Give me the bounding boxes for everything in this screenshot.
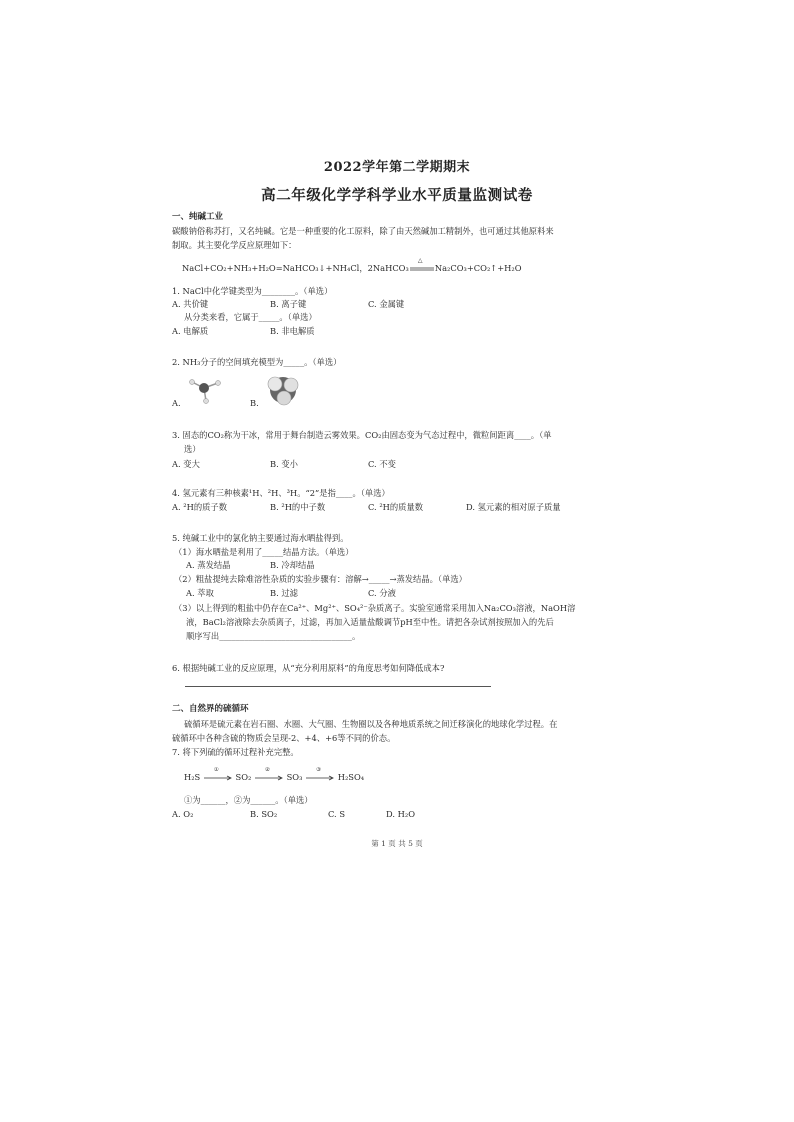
exam-subtitle: 高二年级化学学科学业水平质量监测试卷 xyxy=(261,187,533,204)
q5-1-option-b[interactable]: B. 冷却结晶 xyxy=(270,560,315,570)
chain-so3: SO₃ xyxy=(286,772,303,782)
section2-heading: 二、自然界的硫循环 xyxy=(172,704,249,714)
chain-h2so4: H₂SO₄ xyxy=(337,772,365,782)
q5-1-option-a[interactable]: A. 蒸发结晶 xyxy=(186,560,231,570)
chain-arrow-1 xyxy=(203,767,233,783)
heat-symbol: △ xyxy=(417,257,423,264)
q7-option-a[interactable]: A. O₂ xyxy=(172,809,194,819)
question-5-3-line1: （3）以上得到的粗盐中仍存在Ca²⁺、Mg²⁺、SO₄²⁻杂质离子。实验室通常采用加入Na₂CO₃溶液，NaOH溶 xyxy=(174,603,576,613)
q4-option-a[interactable]: A. ²H的质子数 xyxy=(172,502,228,512)
question-5-3-line3: 顺序写出________________________________。 xyxy=(186,631,361,641)
sulfur-chain xyxy=(184,767,365,783)
exam-title: 2022学年第二学期期末 xyxy=(323,160,471,175)
question-7: 7. 将下列硫的循环过程补充完整。 xyxy=(172,747,299,757)
q3-option-b[interactable]: B. 变小 xyxy=(270,459,298,469)
question-1: 1. NaCl中化学键类型为________。（单选） xyxy=(172,286,333,296)
q1-option-c[interactable]: C. 金属键 xyxy=(368,299,405,309)
reaction-formula xyxy=(182,257,522,274)
ball-stick-model-icon xyxy=(184,373,226,405)
question-7-ask: ①为______，②为______。（单选） xyxy=(184,795,313,805)
q1-option-a[interactable]: A. 共价键 xyxy=(172,299,209,309)
section2-intro-line2: 硫循环中各种含硫的物质会呈现-2、+4、+6等不同的价态。 xyxy=(172,733,396,743)
space-filling-model-icon xyxy=(262,372,304,408)
q2-option-a[interactable]: A. xyxy=(172,398,181,408)
right-arrow-icon xyxy=(254,772,284,783)
formula-left: NaCl+CO₂+NH₃+H₂O=NaHCO₃↓+NH₄Cl，2NaHCO₃ xyxy=(182,263,409,273)
mark-1: ① xyxy=(213,767,219,773)
chain-so2: SO₂ xyxy=(235,772,252,782)
q1b-option-a[interactable]: A. 电解质 xyxy=(172,326,209,336)
q1b-option-b[interactable]: B. 非电解质 xyxy=(270,326,315,336)
question-2: 2. NH₃分子的空间填充模型为_____。（单选） xyxy=(172,357,342,367)
mark-2: ② xyxy=(264,767,270,773)
q3-option-c[interactable]: C. 不变 xyxy=(368,459,396,469)
question-5-2: （2）粗盐提纯去除难溶性杂质的实验步骤有：溶解→_____→蒸发结晶。（单选） xyxy=(174,574,467,584)
equals-arrow-icon xyxy=(409,263,435,274)
q4-option-c[interactable]: C. ²H的质量数 xyxy=(368,502,424,512)
question-5-3-line2: 液，BaCl₂溶液除去杂质离子，过滤，再加入适量盐酸调节pH至中性。请把各杂试剂按照加入的先后 xyxy=(186,617,554,627)
question-6: 6. 根据纯碱工业的反应原理，从“充分利用原料”的角度思考如何降低成本? xyxy=(172,663,445,673)
right-arrow-icon xyxy=(305,772,335,783)
chain-arrow-3 xyxy=(305,767,335,783)
section1-heading: 一、纯碱工业 xyxy=(172,212,224,222)
formula-right: Na₂CO₃+CO₂↑+H₂O xyxy=(434,263,522,273)
right-arrow-icon xyxy=(203,772,233,783)
q5-2-option-b[interactable]: B. 过滤 xyxy=(270,588,298,598)
q4-option-b[interactable]: B. ²H的中子数 xyxy=(270,502,326,512)
q1-option-b[interactable]: B. 离子键 xyxy=(270,299,307,309)
q5-2-option-a[interactable]: A. 萃取 xyxy=(186,588,214,598)
q7-option-c[interactable]: C. S xyxy=(328,809,346,819)
section1-intro-line1: 碳酸钠俗称苏打，又名纯碱。它是一种重要的化工原料，除了由天然碱加工精制外，也可通过其他原料来 xyxy=(172,226,554,236)
q7-option-d[interactable]: D. H₂O xyxy=(386,809,415,819)
question-4: 4. 氢元素有三种核素¹H、²H、³H。“2”是指____。（单选） xyxy=(172,488,390,498)
question-1b: 从分类来看，它属于_____。（单选） xyxy=(184,312,317,322)
question-3-line2: 选） xyxy=(184,444,201,454)
chain-arrow-2 xyxy=(254,767,284,783)
chain-h2s: H₂S xyxy=(184,772,201,782)
section2-intro-line1: 硫循环是硫元素在岩石圈、水圈、大气圈、生物圈以及各种地质系统之间迁移演化的地球化学过程。在 xyxy=(184,719,558,729)
q3-option-a[interactable]: A. 变大 xyxy=(172,459,200,469)
question-5: 5. 纯碱工业中的氯化钠主要通过海水晒盐得到。 xyxy=(172,533,349,543)
question-3-line1: 3. 固态的CO₂称为干冰，常用于舞台制造云雾效果。CO₂由固态变为气态过程中，微粒间距离____。（单 xyxy=(172,430,552,440)
q4-option-d[interactable]: D. 氢元素的相对原子质量 xyxy=(466,502,561,512)
q2-option-b[interactable]: B. xyxy=(250,398,259,408)
q5-2-option-c[interactable]: C. 分液 xyxy=(368,588,396,598)
q7-option-b[interactable]: B. SO₂ xyxy=(250,809,278,819)
page-footer: 第 1 页 共 5 页 xyxy=(371,839,423,848)
section1-intro-line2: 制取。其主要化学反应原理如下： xyxy=(172,240,297,250)
answer-line[interactable] xyxy=(185,686,491,687)
mark-3: ③ xyxy=(316,767,322,773)
question-5-1: （1）海水晒盐是利用了_____结晶方法。（单选） xyxy=(174,547,354,557)
heat-arrow xyxy=(409,257,435,274)
